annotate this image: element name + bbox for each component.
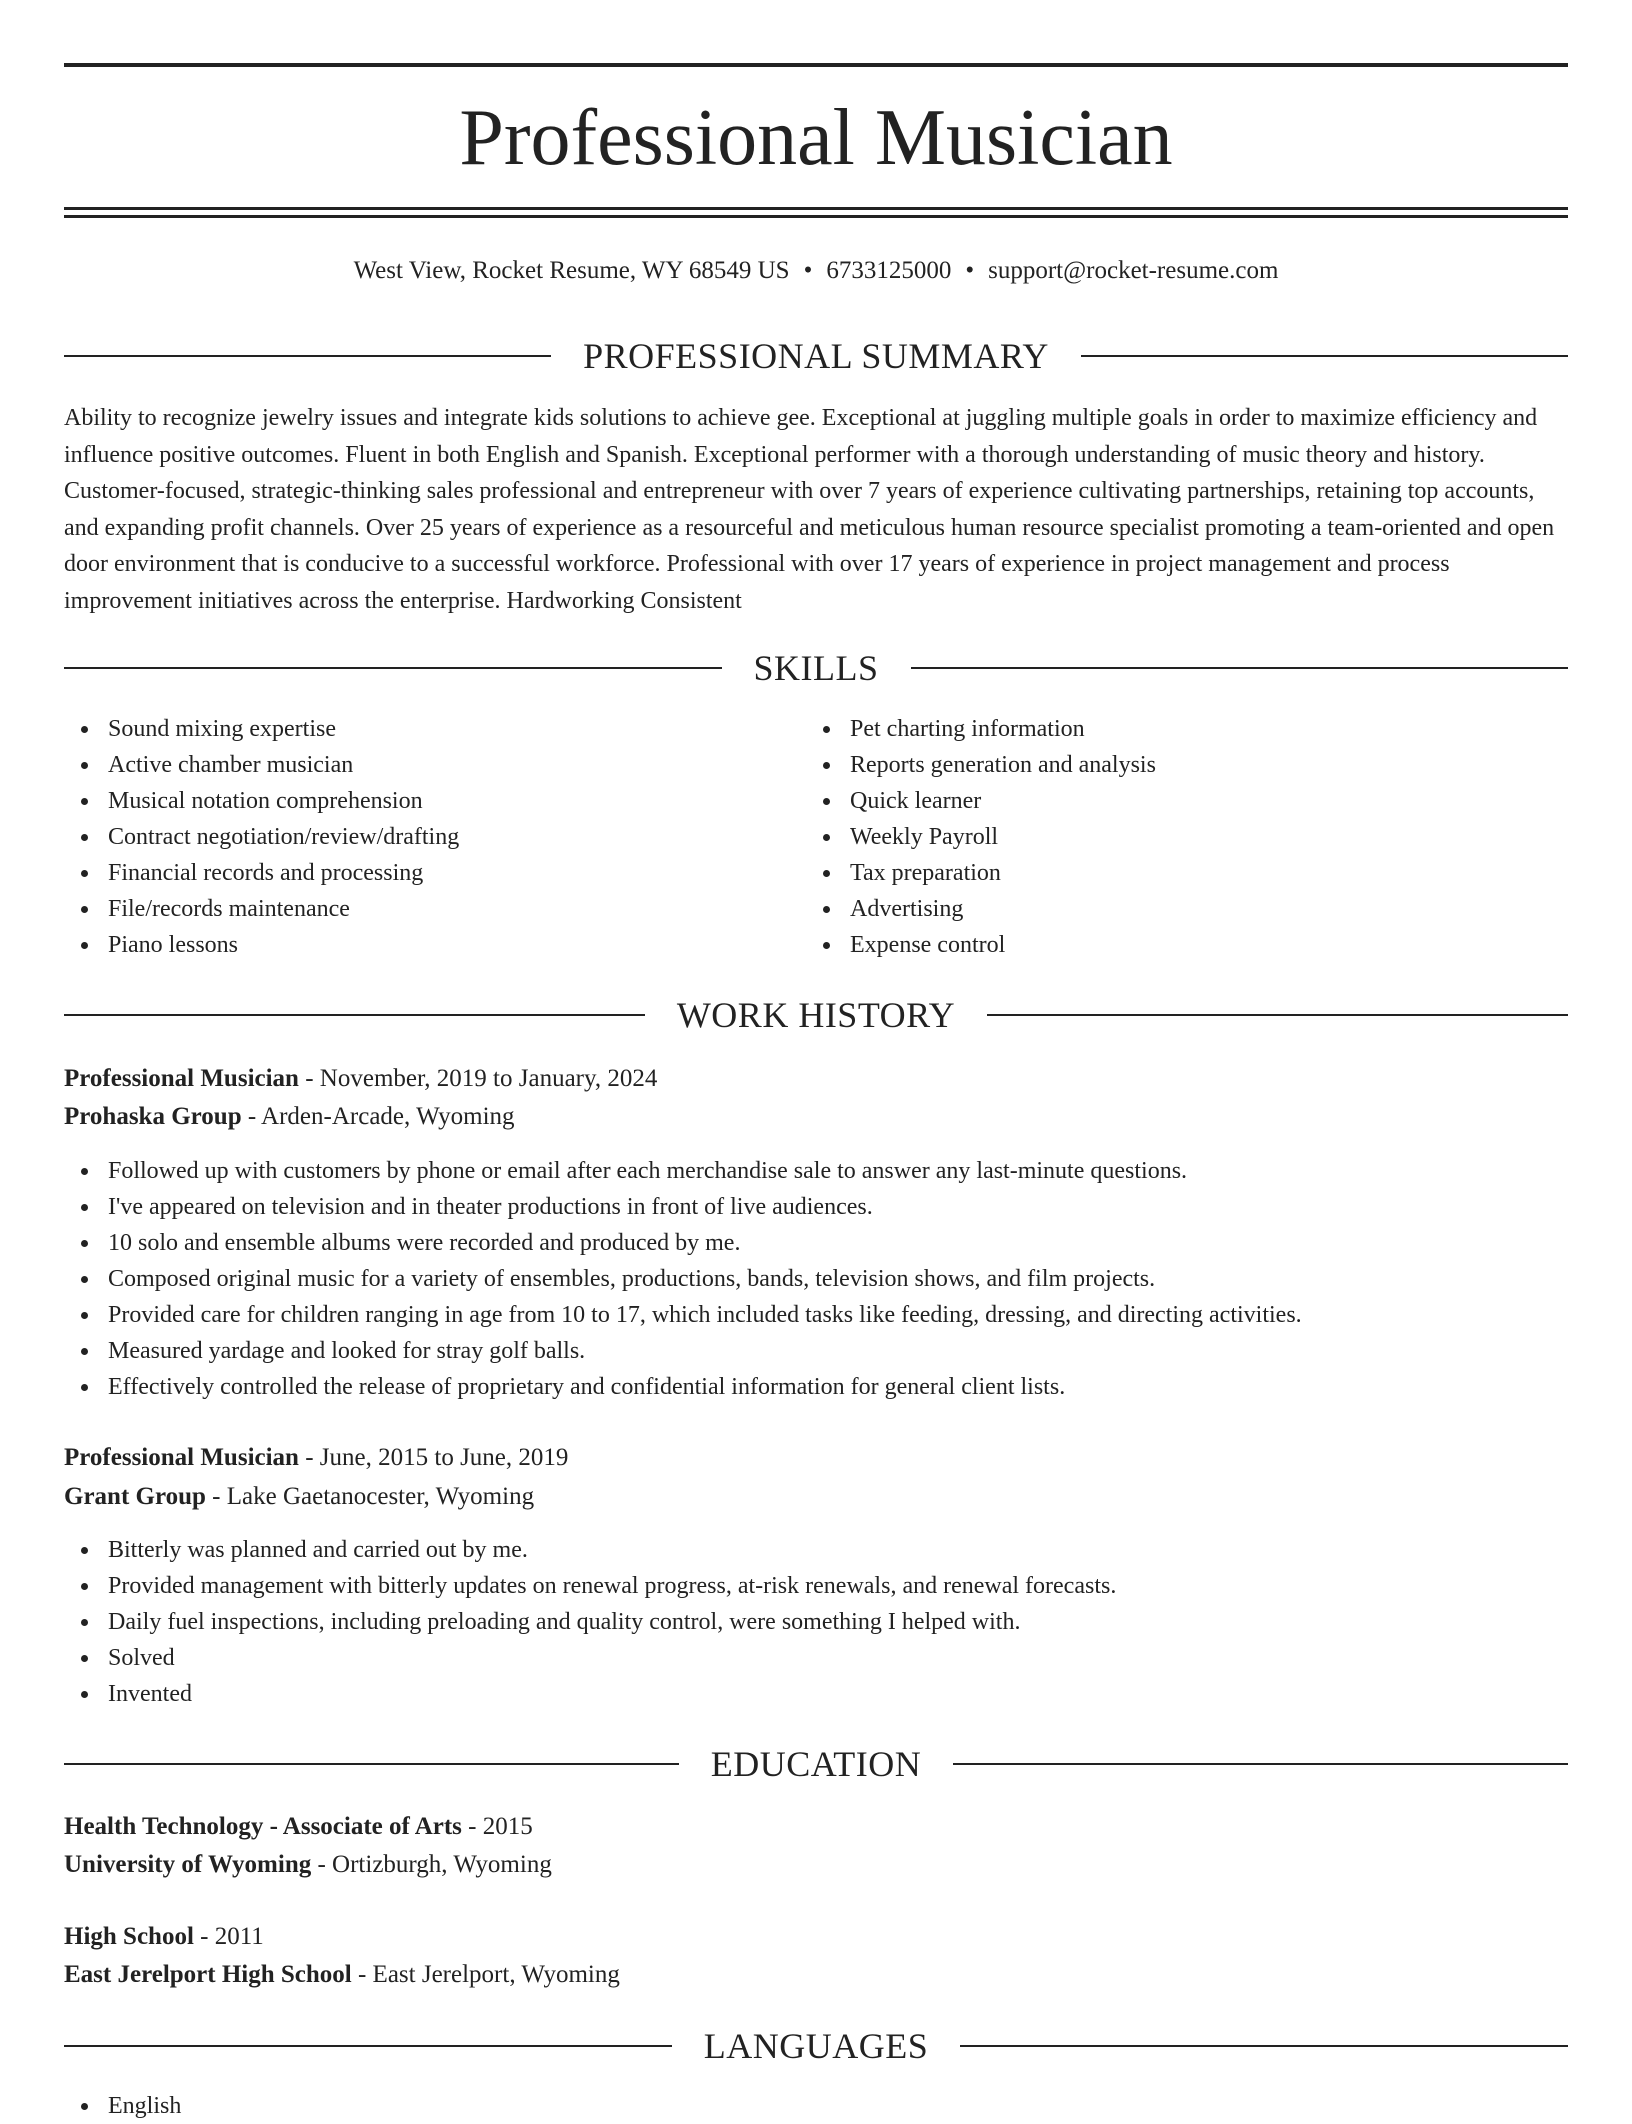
list-item: Expense control — [806, 927, 1506, 963]
education-year: - 2011 — [193, 1923, 264, 1950]
skills-list-left — [64, 711, 764, 963]
list-item: Reports generation and analysis — [806, 747, 1506, 783]
job-title-line — [64, 1440, 1568, 1476]
education-year: - 2015 — [461, 1813, 533, 1840]
list-item: Provided management with bitterly updates on renewal progress, at-risk renewals, and renewal forecasts. — [64, 1568, 1568, 1604]
list-item: Active chamber musician — [64, 747, 764, 783]
company-location: - Arden-Arcade, Wyoming — [241, 1103, 515, 1130]
list-item: Piano lessons — [64, 927, 764, 963]
list-item: Provided care for children ranging in age from 10 to 17, which included tasks like feeding, dressing, and directing activities. — [64, 1297, 1568, 1333]
section-heading-skills — [64, 646, 1568, 690]
education-degree-line — [64, 1919, 1568, 1955]
heading-rule — [911, 667, 1569, 669]
list-item: Pet charting information — [806, 711, 1506, 747]
section-heading-education — [64, 1742, 1568, 1786]
contact-line — [64, 254, 1568, 288]
title-rule-lower — [64, 215, 1568, 218]
section-heading-work — [64, 993, 1568, 1037]
list-item: Solved — [64, 1640, 1568, 1676]
list-item: Financial records and processing — [64, 855, 764, 891]
job-bullets — [64, 1532, 1568, 1712]
school-location: - Ortizburgh, Wyoming — [311, 1851, 552, 1878]
page-title: Professional Musician — [459, 94, 1173, 182]
list-item: Followed up with customers by phone or email after each merchandise sale to answer any last-minute questions. — [64, 1153, 1568, 1189]
job-title: Professional Musician — [64, 1444, 299, 1471]
school-name: University of Wyoming — [64, 1851, 312, 1878]
section-title: LANGUAGES — [703, 2026, 929, 2066]
heading-rule — [64, 667, 722, 669]
list-item: Musical notation comprehension — [64, 783, 764, 819]
school-name: East Jerelport High School — [64, 1961, 352, 1988]
section-heading-languages — [64, 2024, 1568, 2068]
list-item: Composed original music for a variety of ensembles, productions, bands, television shows, and film projects. — [64, 1261, 1568, 1297]
job-bullets — [64, 1153, 1568, 1405]
list-item: 10 solo and ensemble albums were recorded and produced by me. — [64, 1225, 1568, 1261]
list-item: Contract negotiation/review/drafting — [64, 819, 764, 855]
job-company-line — [64, 1099, 1568, 1135]
list-item: Tax preparation — [806, 855, 1506, 891]
heading-rule — [960, 2045, 1568, 2047]
list-item: Measured yardage and looked for stray golf balls. — [64, 1333, 1568, 1369]
list-item: File/records maintenance — [64, 891, 764, 927]
list-item: Bitterly was planned and carried out by me. — [64, 1532, 1568, 1568]
degree: High School — [64, 1923, 194, 1950]
list-item: Effectively controlled the release of proprietary and confidential information for general client lists. — [64, 1369, 1568, 1405]
heading-rule — [64, 2045, 672, 2047]
skills-list-right — [806, 711, 1506, 963]
list-item: Sound mixing expertise — [64, 711, 764, 747]
education-school-line — [64, 1847, 1568, 1883]
degree: Health Technology - Associate of Arts — [64, 1813, 462, 1840]
list-item: English — [64, 2088, 1568, 2124]
phone: 6733125000 — [826, 257, 952, 284]
heading-rule — [953, 1763, 1568, 1765]
top-rule — [64, 63, 1568, 67]
list-item: Weekly Payroll — [806, 819, 1506, 855]
section-title: EDUCATION — [710, 1744, 922, 1784]
separator: • — [965, 257, 975, 284]
title-rule-upper — [64, 207, 1568, 210]
list-item: Advertising — [806, 891, 1506, 927]
job-dates: - June, 2015 to June, 2019 — [298, 1444, 569, 1471]
summary-text: Ability to recognize jewelry issues and integrate kids solutions to achieve gee. Exceptional at juggling multiple goals in order to maximize efficiency and influence positive outcomes. Fluent in both English and Spanish. Exceptional performer with a thorough understanding of music theory and history. Customer-focused, strategic-thinking sales professional and entrepreneur with over 7 years of experience cultivating partnerships, retaining top accounts, and expanding profit channels. Over 25 years of experience as a resourceful and meticulous human resource specialist promoting a team-oriented and open door environment that is conducive to a successful workforce. Professional with over 17 years of experience in project management and process improvement initiatives across the enterprise. Hardworking Consistent — [64, 405, 1555, 614]
heading-rule — [64, 1763, 679, 1765]
job-title: Professional Musician — [64, 1065, 299, 1092]
section-title: PROFESSIONAL SUMMARY — [583, 336, 1049, 376]
company-name: Grant Group — [64, 1483, 206, 1510]
heading-rule — [64, 1014, 645, 1016]
job-dates: - November, 2019 to January, 2024 — [298, 1065, 658, 1092]
list-item: Invented — [64, 1676, 1568, 1712]
section-heading-summary — [64, 334, 1568, 378]
education-degree-line — [64, 1809, 1568, 1845]
school-location: - East Jerelport, Wyoming — [351, 1961, 620, 1988]
education-school-line — [64, 1957, 1568, 1993]
job-title-line — [64, 1061, 1568, 1097]
list-item: Daily fuel inspections, including preloading and quality control, were something I helped with. — [64, 1604, 1568, 1640]
list-item: Quick learner — [806, 783, 1506, 819]
section-title: WORK HISTORY — [676, 995, 956, 1035]
list-item: I've appeared on television and in theater productions in front of live audiences. — [64, 1189, 1568, 1225]
section-title: SKILLS — [753, 648, 879, 688]
company-location: - Lake Gaetanocester, Wyoming — [205, 1483, 535, 1510]
company-name: Prohaska Group — [64, 1103, 242, 1130]
heading-rule — [1081, 355, 1568, 357]
address: West View, Rocket Resume, WY 68549 US — [353, 257, 790, 284]
separator: • — [803, 257, 813, 284]
heading-rule — [987, 1014, 1568, 1016]
email: support@rocket-resume.com — [988, 257, 1279, 284]
languages-list — [64, 2088, 1568, 2124]
job-company-line — [64, 1479, 1568, 1515]
heading-rule — [64, 355, 551, 357]
